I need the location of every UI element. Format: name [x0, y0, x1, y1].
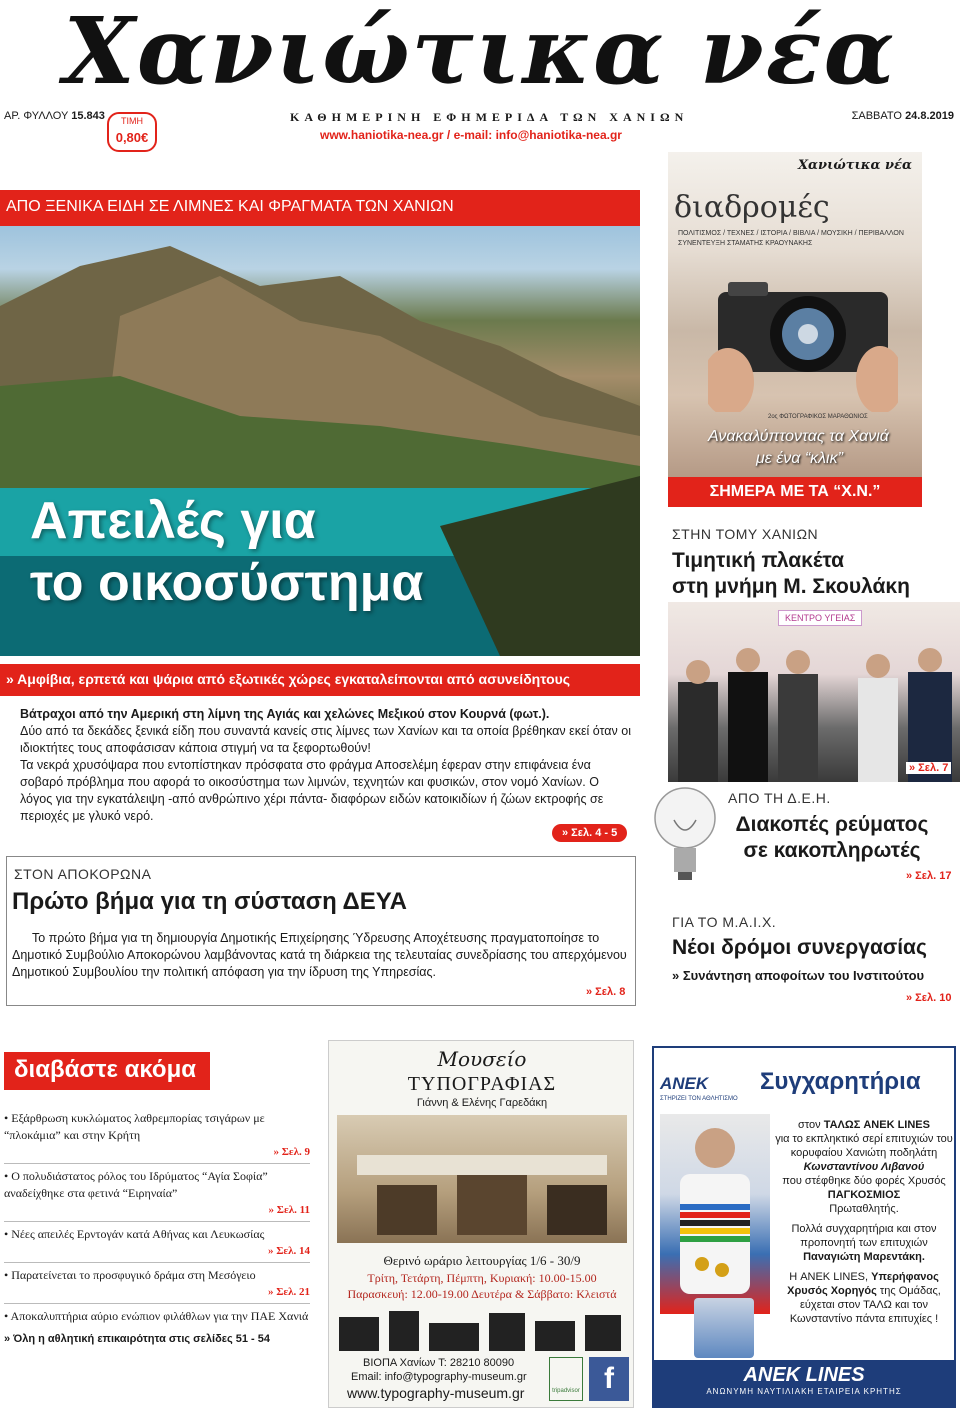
lead-page-ref[interactable]: » Σελ. 4 - 5: [552, 824, 627, 842]
anek-logo: ANEK: [660, 1074, 709, 1093]
tripadvisor-badge[interactable]: tripadvisor: [549, 1357, 583, 1401]
sports-ref[interactable]: » Όλη η αθλητική επικαιρότητα στις σελίδες 51 - 54: [4, 1333, 270, 1345]
machines-silhouette-icon: [339, 1307, 625, 1351]
anek-logo-sub: ΣΤΗΡΙΖΕΙ ΤΟΝ ΑΘΛΗΤΙΣΜΟ: [660, 1096, 738, 1102]
site-urls[interactable]: www.haniotika-nea.gr / e-mail: info@haniotika-nea.gr: [320, 128, 622, 142]
museum-logo: Μουσείο: [437, 1047, 527, 1071]
museum-address: ΒΙΟΠΑ Χανίων Τ: 28210 80090: [363, 1357, 515, 1369]
lead-para-1: Δύο από τα δεκάδες ξενικά είδη που συναντά κανείς στις λίμνες των Χανίων και τα οποία βρέθηκαν εκεί όταν οι ιδιοκτήτες τους αποφάσισαν κάποια στιγμή να τα ξεφορτωθούν!: [20, 724, 631, 755]
magazine-small: 2ος ΦΩΤΟΓΡΑΦΙΚΟΣ ΜΑΡΑΘΩΝΙΟΣ: [768, 414, 868, 420]
museum-photo: [337, 1115, 627, 1243]
magazine-subtitle: ΠΟΛΙΤΙΣΜΟΣ / ΤΕΧΝΕΣ / ΙΣΤΟΡΙΑ / ΒΙΒΛΙΑ / ΜΟΥΣΙΚΗ / ΠΕΡΙΒΑΛΛΟΝ: [678, 230, 904, 237]
museum-hours-2: Παρασκευή: 12.00-19.00 Δευτέρα & Σάββατο: Κλειστά: [347, 1287, 617, 1301]
magazine-brand: Χανιώτικα νέα: [797, 158, 912, 173]
maix-headline: Νέοι δρόμοι συνεργασίας: [672, 936, 927, 959]
deya-page-ref[interactable]: » Σελ. 8: [586, 986, 626, 998]
lead-para-2: Τα νεκρά χρυσόψαρα που εντοπίστηκαν πρόσφατα στο φράγμα Αποσελέμη έφεραν στην επιφάνεια ένα σοβαρό πρόβλημα που αφορά το οικοσύστημα των λιμνών, τεχνητών και φυσικών, στον νομό Χανίων. Ο λόγος για την εγκατάλειψη -από ανθρώπινο χέρι πάντα- διαφόρων ειδών κατοικιδίων ή ζώων εκτροφής σε περιοχές με γλυκό νερό.: [20, 758, 604, 823]
deh-headline: Διακοπές ρεύματος σε κακοπληρωτές: [735, 813, 929, 862]
facebook-icon[interactable]: f: [589, 1357, 629, 1401]
museum-email[interactable]: Email: info@typography-museum.gr: [351, 1371, 527, 1383]
tomy-kicker: ΣΤΗΝ ΤΟΜΥ ΧΑΝΙΩΝ: [672, 526, 819, 542]
cyclist-small-photo: [694, 1298, 754, 1358]
anek-text: στον ΤΑΛΩΣ ANEK LINES για το εκπληκτικό σερί επιτυχιών του κορυφαίου Χανιώτη ποδηλάτη Κωνσταντίνου Λιβανού που στέφθηκε δύο φορές Χρυσός ΠΑΓΚΟΣΜΙΟΣ Πρωταθλητής. Πολλά συγχαρητήρια και στον προπονητή των επιτυχιών Παναγιώτη Μαρεντάκη. Η ANEK LINES, Υπερήφανος Χρυσός Χορηγός της Ομάδας, εύχεται στον ΤΑΛΩ και τον Κωνσταντίνο πάντα επιτυχίες !: [775, 1119, 953, 1325]
magazine-editor: ΣΥΝΕΝΤΕΥΞΗ ΣΤΑΜΑΤΗΣ ΚΡΑΟΥΝΑΚΗΣ: [678, 240, 813, 247]
cyclist-photo: [660, 1114, 770, 1314]
read-more-item[interactable]: • Ο πολυδιάστατος ρόλος του Ιδρύματος “Αγία Σοφία” αναδείχθηκε στα φετινά “Ειρηναία” » Σελ. 11: [4, 1164, 310, 1222]
tomy-page-ref[interactable]: » Σελ. 7: [906, 762, 951, 774]
magazine-cover-line1: Ανακαλύπτοντας τα Χανιά: [708, 428, 889, 445]
museum-ad: [328, 1040, 634, 1408]
museum-hours-title: Θερινό ωράριο λειτουργίας 1/6 - 30/9: [383, 1253, 581, 1268]
read-more-header: διαβάστε ακόμα: [4, 1052, 210, 1090]
read-more-item[interactable]: • Αποκαλυπτήρια αύριο ενώπιον φιλάθλων για την ΠΑΕ Χανιά: [4, 1309, 309, 1323]
lead-headline: Απειλές για το οικοσύστημα: [30, 492, 424, 612]
lead-topbar: ΑΠΟ ΞΕΝΙΚΑ ΕΙΔΗ ΣΕ ΛΙΜΝΕΣ ΚΑΙ ΦΡΑΓΜΑΤΑ ΤΩΝ ΧΑΝΙΩΝ: [0, 190, 640, 226]
magazine-cover: [668, 152, 922, 477]
magazine-cover-line2: με ένα “κλικ”: [756, 450, 843, 467]
read-more-item[interactable]: • Εξάρθρωση κυκλώματος λαθρεμπορίας τσιγάρων με “πλοκάμια” και στην Κρήτη » Σελ. 9: [4, 1106, 310, 1164]
price-badge: ΤΙΜΗ 0,80€: [107, 112, 157, 152]
maix-page-ref[interactable]: » Σελ. 10: [906, 992, 952, 1004]
museum-hours-1: Τρίτη, Τετάρτη, Πέμπτη, Κυριακή: 10.00-15.00: [367, 1271, 597, 1285]
deh-kicker: ΑΠΟ ΤΗ Δ.Ε.Η.: [728, 790, 831, 806]
issue-info: ΑΡ. ΦΥΛΛΟΥ 15.843: [4, 110, 105, 122]
magazine-title: διαδρομές: [674, 190, 830, 225]
tagline: ΚΑΘΗΜΕΡΙΝΗ ΕΦΗΜΕΡΙΔΑ ΤΩΝ ΧΑΝΙΩΝ: [290, 110, 689, 124]
anek-title: Συγχαρητήρια: [760, 1068, 921, 1095]
masthead-title: Χανιώτικα νέα: [63, 0, 897, 105]
museum-owners: Γιάννη & Ελένης Γαρεδάκη: [416, 1097, 548, 1109]
tomy-headline: Τιμητική πλακέτα στη μνήμη Μ. Σκουλάκη: [672, 549, 910, 598]
read-more-item[interactable]: • Παρατείνεται το προσφυγικό δράμα στη Μεσόγειο » Σελ. 21: [4, 1263, 310, 1304]
deya-kicker: ΣΤΟΝ ΑΠΟΚΟΡΩΝΑ: [14, 866, 152, 882]
people-illustration: [668, 642, 960, 782]
camera-illustration: [708, 262, 898, 412]
printing-press-illustration: [337, 1115, 627, 1243]
photo-caption: Βάτραχοι από την Αμερική στη λίμνη της Αγιάς και χελώνες Μεξικού στον Κουρνά (φωτ.).: [20, 707, 550, 721]
deya-body: Το πρώτο βήμα για τη δημιουργία Δημοτικής Επιχείρησης Ύδρευσης Αποχέτευσης πραγματοποίησε το Δημοτικό Συμβούλιο Αποκορώνου λαμβάνοντας κατά τη διάρκεια της τελευταίας συνεδρίασης του απερχόμενου Δημοτικού Συμβουλίου την πολιτική απόφαση για την ίδρυση της Υπηρεσίας.: [12, 931, 627, 979]
anek-footer: ANEK LINES ΑΝΩΝΥΜΗ ΝΑΥΤΙΛΙΑΚΗ ΕΤΑΙΡΕΙΑ ΚΡΗΤΗΣ: [654, 1360, 954, 1408]
read-more-list: [4, 1106, 310, 1345]
lead-subheadline: » Αμφίβια, ερπετά και ψάρια από εξωτικές χώρες εγκαταλείπονται από ασυνείδητους: [0, 664, 640, 696]
issue-date: ΣΑΒΒΑΤΟ 24.8.2019: [851, 110, 954, 122]
anek-ad: [652, 1046, 956, 1408]
deh-page-ref[interactable]: » Σελ. 17: [906, 870, 952, 882]
magazine-banner: ΣΗΜΕΡΑ ΜΕ ΤΑ “Χ.Ν.”: [668, 477, 922, 507]
lead-body: [20, 706, 632, 825]
lightbulb-icon: [650, 780, 720, 890]
museum-name: ΤΥΠΟΓΡΑΦΙΑΣ: [407, 1073, 557, 1095]
deya-headline: Πρώτο βήμα για τη σύσταση ΔΕΥΑ: [12, 888, 407, 915]
health-center-sign: ΚΕΝΤΡΟ ΥΓΕΙΑΣ: [778, 610, 862, 626]
cyclist-illustration: [660, 1114, 770, 1314]
tomy-photo: [668, 602, 960, 782]
museum-website[interactable]: www.typography-museum.gr: [347, 1385, 525, 1401]
maix-kicker: ΓΙΑ ΤΟ Μ.Α.Ι.Χ.: [672, 914, 777, 930]
read-more-item[interactable]: • Νέες απειλές Ερντογάν κατά Αθήνας και Λευκωσίας » Σελ. 14: [4, 1222, 310, 1263]
maix-subheadline: » Συνάντηση αποφοίτων του Ινστιτούτου: [672, 968, 925, 983]
